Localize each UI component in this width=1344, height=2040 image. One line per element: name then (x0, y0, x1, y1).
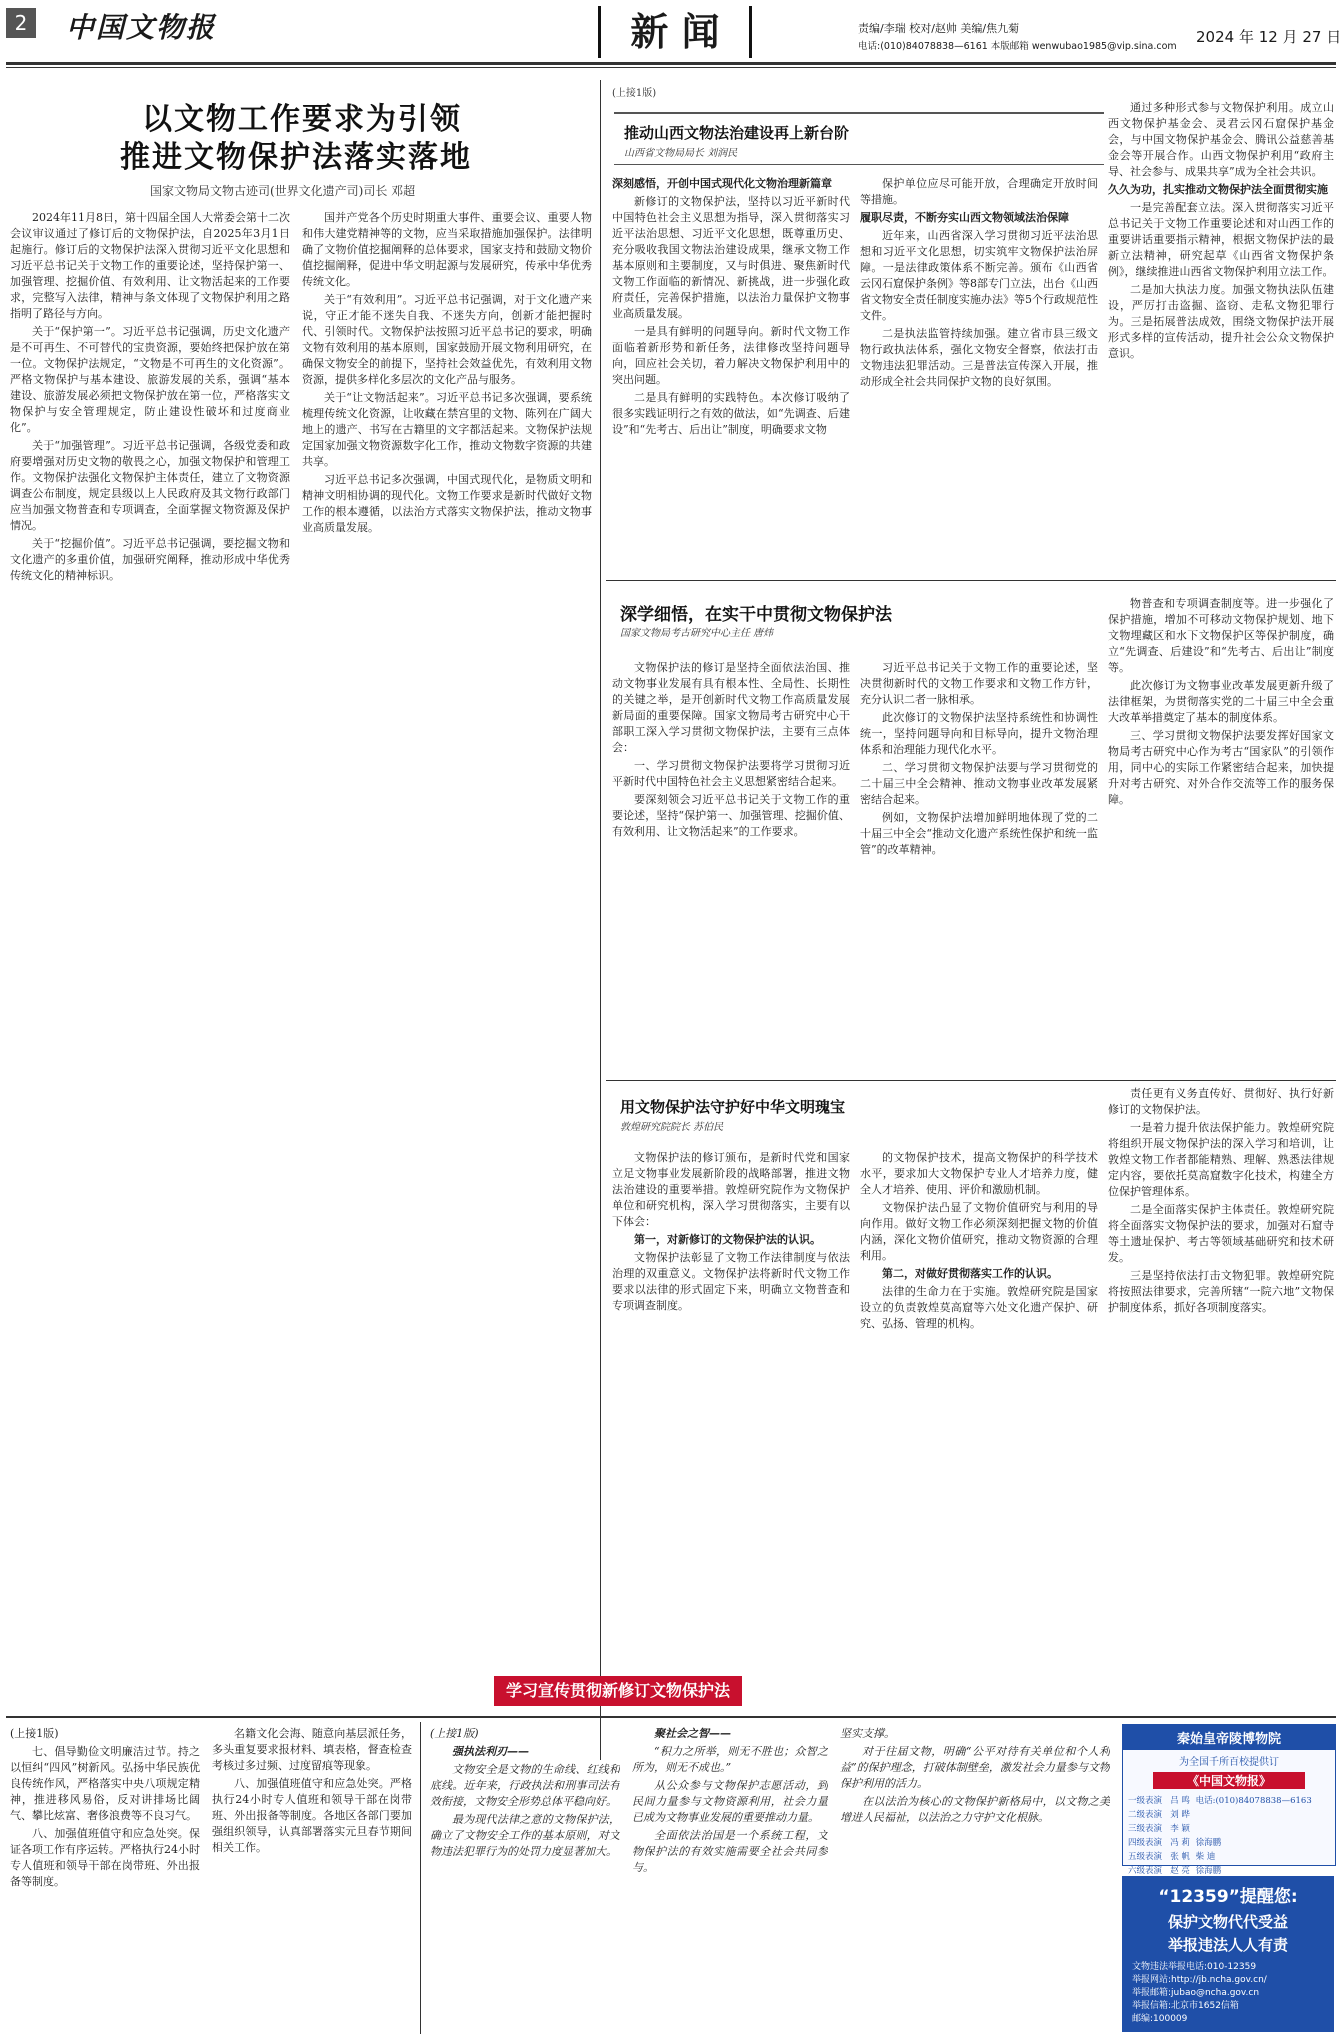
masthead-rule (6, 62, 1336, 65)
bottom-paragraph: 八、加强值班值守和应急处突。保证各项工作有序运转。严格执行24小时专人值班和领导干部在岗带班、外出报备等制度。 (10, 1827, 200, 1888)
table-cell: 李 颖 (1170, 1824, 1190, 1834)
study-col1 (612, 660, 850, 1070)
lead-paragraph: 关于“保护第一”。习近平总书记强调，历史文化遗产是不可再生、不可替代的宝贵资源，要始终把保护放在第一位。文物保护法规定，“文物是不可再生的文化资源”。严格文物保护与基本建设、旅游发展的关系，强调“基本建设、旅游发展必须把文物保护放在第一位，严格落实文物保护与安全管理规定，防止建设性破坏和过度商业化”。 (10, 325, 290, 434)
heritage-paragraph: 责任更有义务直传好、贯彻好、执行好新修订的文物保护法。 (1108, 1087, 1334, 1116)
shanxi-continued: (上接1版) (612, 88, 657, 99)
hotline-mailbox: 举报信箱:北京市1652信箱 (1132, 2001, 1239, 2011)
table-cell: 五级表演 (1128, 1852, 1163, 1862)
study-paragraph: 三、学习贯彻文物保护法要发挥好国家文物局考古研究中心作为考古“国家队”的引领作用，同中心的实际工作紧密结合起来，加快提升对考古研究、对外合作交流等工作的服务保障。 (1108, 729, 1334, 806)
banner-text: 学习宣传贯彻新修订文物保护法 (505, 1681, 730, 1700)
section-title-box (598, 6, 752, 58)
lead-paragraph: 关于“挖掘价值”。习近平总书记强调，要挖掘文物和文化遗产的多重价值，加强研究阐释，推动形成中华优秀传统文化的精神标识。 (10, 537, 290, 582)
study-paragraph: 二、学习贯彻文物保护法要与学习贯彻党的二十届三中全会精神、推动文物事业改革发展紧密结合起来。 (860, 761, 1098, 806)
table-cell: 柴 迪 (1195, 1852, 1216, 1862)
hotline-line2: 保护文物代代受益 (1167, 1913, 1288, 1931)
heritage-paragraph: 三是坚持依法打击文物犯罪。敦煌研究院将按照法律要求，完善所辖“一院六地”文物保护制度体系，抓好各项制度落实。 (1108, 1269, 1334, 1314)
heritage-paragraph: 一是着力提升依法保护能力。敦煌研究院将组织开展文物保护法的深入学习和培训，让敦煌文物工作者都能精熟、理解、熟悉法律规定内容，要依托莫高窟数字化技术，构建全方位保护管理体系。 (1108, 1121, 1334, 1198)
bottom-paragraph: 在以法治为核心的文物保护新格局中，以文物之美增进人民福祉，以法治之力守护文化根脉。 (840, 1795, 1110, 1824)
page-number-box (6, 8, 36, 38)
bottom-paragraph: (上接1版) (430, 1727, 479, 1740)
heritage-paragraph: 第一，对新修订的文物保护法的认识。 (634, 1233, 821, 1246)
shanxi-byline: 山西省文物局局长 刘润民 (624, 148, 738, 159)
bottom-paragraph: 七、倡导勤俭文明廉洁过节。持之以恒纠“四风”树新风。弘扬中华民族优良传统作风，严格落实中央八项规定精神，推进移风易俗，反对讲排场比阔气、攀比炫富、奢侈浪费等不良习气。 (10, 1745, 200, 1822)
bottom-rule (6, 1716, 1336, 1718)
study-paragraph: 此次修订为文物事业改革发展更新升级了法律框架，为贯彻落实党的二十届三中全会重大改革举措奠定了基本的制度体系。 (1108, 679, 1334, 724)
table-row (1127, 1793, 1333, 1807)
museum-ad-table (1127, 1793, 1333, 1877)
study-paragraph: 此次修订的文物保护法坚持系统性和协调性统一，坚持问题导向和目标导向，提升文物治理体系和治理能力现代化水平。 (860, 711, 1098, 756)
hotline-ad (1122, 1876, 1334, 2032)
lead-title-line2: 推进文物保护法落实落地 (120, 140, 472, 175)
bottom-paragraph: 从公众参与文物保护志愿活动，到民间力量参与文物资源利用，社会力量已成为文物事业发展的重要推动力量。 (632, 1779, 828, 1824)
table-row (1127, 1821, 1333, 1835)
bottom-paragraph: (上接1版) (10, 1727, 59, 1740)
shanxi-paragraph: 近年来，山西省深入学习贯彻习近平法治思想和习近平文化思想，切实筑牢文物保护法治屏障。一是法律政策体系不断完善。颁布《山西省云冈石窟保护条例》等8部专门立法，出台《山西省文物安全责任制度实施办法》等5个行政规范性文件。 (860, 229, 1098, 322)
heritage-paragraph: 的文物保护技术，提高文物保护的科学技术水平，要求加大文物保护专业人才培养力度，健全人才培养、使用、评价和激励机制。 (860, 1151, 1098, 1196)
table-cell: 一级表演 (1128, 1796, 1163, 1806)
study-col2 (860, 660, 1098, 1070)
museum-ad-paper: 《中国文物报》 (1153, 1772, 1305, 1789)
bottom-paragraph: 文物安全是文物的生命线、红线和底线。近年来，行政执法和刑事司法有效衔接，文物安全形势总体平稳向好。 (430, 1763, 620, 1808)
lead-col1 (10, 210, 290, 1710)
bottom-col5 (840, 1726, 1110, 2030)
table-cell (1195, 1821, 1333, 1835)
heritage-paragraph: 文物保护法的修订颁布，是新时代党和国家立足文物事业发展新阶段的战略部署，推进文物法治建设的重要举措。敦煌研究院作为文物保护单位和研究机构，深入学习贯彻落实，主要有以下体会： (612, 1151, 850, 1228)
lead-title-line1: 以文物工作要求为引领 (142, 102, 462, 137)
study-title: 深学细悟，在实干中贯彻文物保护法 (620, 605, 892, 625)
section-rule (606, 1080, 1336, 1081)
table-row (1127, 1863, 1333, 1877)
bottom-divider (420, 1722, 421, 2034)
study-paragraph: 要深刻领会习近平总书记关于文物工作的重要论述，坚持“保护第一、加强管理、挖掘价值、有效利用、让文物活起来”的工作要求。 (612, 793, 850, 838)
hotline-phone: 文物违法举报电话:010-12359 (1132, 1962, 1257, 1972)
section-title: 新 闻 (630, 9, 720, 54)
bottom-paragraph: 对于往届文物，明确“公平对待有关单位和个人利益”的保护理念，打破体制壁垒，激发社会力量参与文物保护利用的活力。 (840, 1745, 1110, 1790)
heritage-paragraph: 二是全面落实保护主体责任。敦煌研究院将全面落实文物保护法的要求，加强对石窟寺等土遗址保护、考古等领域基础研究和技术研发。 (1108, 1203, 1334, 1264)
table-cell: 三级表演 (1128, 1824, 1163, 1834)
table-row (1127, 1849, 1333, 1863)
table-cell: 四级表演 (1128, 1838, 1163, 1848)
lead-divider (600, 80, 601, 1760)
hotline-info (1132, 1961, 1334, 2026)
shanxi-paragraph: 保护单位应尽可能开放，合理确定开放时间等措施。 (860, 177, 1098, 206)
museum-ad-name: 秦始皇帝陵博物院 (1123, 1725, 1335, 1750)
shanxi-paragraph: 履职尽责，不断夯实山西文物领域法治保障 (860, 211, 1069, 224)
study-col3 (1108, 596, 1334, 1070)
bottom-paragraph: 坚实支撑。 (840, 1727, 895, 1740)
table-cell: 冯 莉 (1170, 1838, 1190, 1848)
table-cell (1195, 1807, 1333, 1821)
table-cell: 吕 鸣 (1170, 1796, 1190, 1806)
bottom-paragraph: 强执法利刃—— (452, 1745, 529, 1758)
bottom-paragraph: 八、加强值班值守和应急处突。严格执行24小时专人值班和领导干部在岗带班、外出报备等制度。各地区各部门要加强组织领导，认真部署落实元旦春节期间相关工作。 (212, 1777, 412, 1854)
shanxi-col2 (860, 176, 1098, 572)
hotline-website[interactable]: 举报网站:http://jb.ncha.gov.cn/ (1132, 1975, 1267, 1985)
lead-byline: 国家文物局文物古迹司(世界文化遗产司)司长 邓超 (150, 184, 416, 198)
hotline-line3: 举报违法人人有责 (1167, 1936, 1288, 1954)
lead-paragraph: 关于“让文物活起来”。习近平总书记多次强调，要系统梳理传统文化资源，让收藏在禁宫里的文物、陈列在广阔大地上的遗产、书写在古籍里的文字都活起来。文物保护法规定国家加强文物资源数字化工作，推动文物数字资源的共建共享。 (302, 391, 592, 468)
table-row (1127, 1807, 1333, 1821)
heritage-paragraph: 文物保护法彰显了文物工作法律制度与依法治理的双重意义。文物保护法将新时代文物工作要求以法律的形式固定下来，明确立文物普查和专项调查制度。 (612, 1251, 850, 1312)
heritage-col2 (860, 1150, 1098, 1610)
lead-paragraph: 国并产党各个历史时期重大事件、重要会议、重要人物和伟大建党精神等的文物，应当采取措施加强保护。法律明确了文物价值挖掘阐释的总体要求，国家支持和鼓励文物价值挖掘阐释，促进中华文明起源与发展研究，传承中华优秀传统文化。 (302, 211, 592, 288)
shanxi-paragraph: 新修订的文物保护法，坚持以习近平新时代中国特色社会主义思想为指导，深入贯彻落实习近平法治思想、习近平文化思想，既尊重历史、充分吸收我国文物法治建设成果，继承文物工作基本原则和主要制度，又与时俱进、聚焦新时代文物工作面临的新情况、新挑战，进一步强化政府责任，完善保护措施，以法治力量保护文物事业高质量发展。 (612, 195, 850, 320)
bottom-paragraph: 聚社会之智—— (654, 1727, 731, 1740)
hotline-postcode: 邮编:100009 (1132, 2014, 1188, 2024)
shanxi-paragraph: 一是完善配套立法。深入贯彻落实习近平总书记关于文物工作重要论述和对山西工作的重要讲话重要指示精神，根据文物保护法的最新立法精神，研究起草《山西省文物保护条例》，继续推进山西省文物保护利用立法工作。 (1108, 201, 1334, 278)
bottom-paragraph: 最为现代法律之意的文物保护法，确立了文物安全工作的基本原则，对文物违法犯罪行为的处罚力度显著加大。 (430, 1813, 620, 1858)
shanxi-paragraph: 深刻感悟，开创中国式现代化文物治理新篇章 (612, 177, 832, 190)
bottom-col3 (430, 1726, 620, 2030)
shanxi-paragraph: 二是加大执法力度。加强文物执法队伍建设，严厉打击盗掘、盗窃、走私文物犯罪行为。三是拓展普法成效，围绕文物保护法开展形式多样的宣传活动，提升社会公众文物保护意识。 (1108, 283, 1334, 360)
heritage-paragraph: 法律的生命力在于实施。敦煌研究院是国家设立的负责敦煌莫高窟等六处文化遗产保护、研究、弘扬、管理的机构。 (860, 1285, 1098, 1330)
heritage-paragraph: 文物保护法凸显了文物价值研究与利用的导向作用。做好文物工作必须深刻把握文物的价值内涵，深化文物价值研究，推动文物资源的合理利用。 (860, 1201, 1098, 1262)
hotline-headline: “12359”提醒您: (1158, 1887, 1298, 1907)
museum-ad (1122, 1724, 1336, 1876)
table-cell: 张 帆 (1170, 1852, 1190, 1862)
bottom-paragraph: 名籍文化会海、随意向基层派任务，多头重复要求报材料、填表格，督查检查考核过多过频、过度留痕等现象。 (212, 1727, 412, 1772)
phone-line: 电话:(010)84078838—6161 本版邮箱 wenwubao1985@vip.sina.com (858, 41, 1177, 52)
shanxi-paragraph: 二是执法监管持续加强。建立省市县三级文物行政执法体系，强化文物安全督察，依法打击文物违法犯罪活动。三是普法宣传深入开展，推动形成全社会共同保护文物的良好氛围。 (860, 327, 1098, 388)
table-cell: 电话:(010)84078838—6163 (1195, 1796, 1312, 1806)
shanxi-paragraph: 通过多种形式参与文物保护利用。成立山西文物保护基金会、灵君云冈石窟保护基金会，与中国文物保护基金会、腾讯公益慈善基金会等开展合作。山西文物保护利用“政府主导、社会参与、成果共享”成为全社会共识。 (1108, 101, 1334, 178)
table-cell: 六级表演 (1128, 1866, 1163, 1876)
shanxi-paragraph: 一是具有鲜明的问题导向。新时代文物工作面临着新形势和新任务，法律修改坚持问题导向，回应社会关切，着力解决文物保护利用中的突出问题。 (612, 325, 850, 386)
shanxi-paragraph: 二是具有鲜明的实践特色。本次修订吸纳了很多实践证明行之有效的做法，如“先调查、后建设”和“先考古、后出让”制度，明确要求文物 (612, 391, 850, 436)
table-cell: 二级表演 (1128, 1810, 1163, 1820)
bottom-col4 (632, 1726, 828, 2030)
bottom-paragraph: 全面依法治国是一个系统工程，文物保护法的有效实施需要全社会共同参与。 (632, 1829, 828, 1874)
lead-paragraph: 习近平总书记多次强调，中国式现代化，是物质文明和精神文明相协调的现代化。文物工作要求是新时代做好文物工作的根本遵循，以法治方式落实文物保护法，推动文物事业高质量发展。 (302, 473, 592, 534)
table-cell: 刘 晔 (1170, 1810, 1190, 1820)
section-rule (606, 580, 1336, 581)
shanxi-title-bar (614, 112, 1104, 114)
paper-name: 中国文物报 (66, 11, 217, 44)
heritage-byline: 敦煌研究院院长 苏伯民 (620, 1122, 724, 1133)
bottom-paragraph: “积力之所举，则无不胜也；众智之所为，则无不成也。” (632, 1745, 828, 1774)
heritage-title: 用文物保护法守护好中华文明瑰宝 (620, 1098, 846, 1116)
museum-ad-subtitle: 为全国千所百校提供订 (1179, 1757, 1279, 1768)
shanxi-col3 (1108, 100, 1334, 572)
study-paragraph: 一、学习贯彻文物保护法要将学习贯彻习近平新时代中国特色社会主义思想紧密结合起来。 (612, 759, 850, 788)
bottom-col1 (10, 1726, 200, 2030)
heritage-col1 (612, 1150, 850, 1610)
study-paragraph: 文物保护法的修订是坚持全面依法治国、推动文物事业发展有具有根本性、全局性、长期性的关键之举，是开创新时代文物工作高质量发展新局面的重要保障。国家文物局考古研究中心干部职工深入学习贯彻文物保护法，主要有三点体会： (612, 661, 850, 754)
study-paragraph: 习近平总书记关于文物工作的重要论述，坚决贯彻新时代的文物工作要求和文物工作方针，充分认识二者一脉相承。 (860, 661, 1098, 706)
hotline-email[interactable]: 举报邮箱:jubao@ncha.gov.cn (1132, 1988, 1260, 1998)
issue-date: 2024 年 12 月 27 日 (1196, 28, 1342, 46)
masthead-rule-thin (6, 67, 1336, 68)
study-campaign-banner (494, 1676, 742, 1706)
study-byline: 国家文物局考古研究中心主任 唐炜 (620, 628, 774, 639)
table-cell: 徐海鹏 (1195, 1838, 1222, 1848)
shanxi-col1 (612, 176, 850, 572)
study-paragraph: 物普查和专项调查制度等。进一步强化了保护措施，增加不可移动文物保护规划、地下文物埋藏区和水下文物保护区等保护制度，确立“先调查、后建设”和“先考古、后出让”制度等。 (1108, 597, 1334, 674)
lead-paragraph: 关于“加强管理”。习近平总书记强调，各级党委和政府要增强对历史文物的敬畏之心，加强文物保护和管理工作。文物保护法强化文物保护主体责任，建立了文物资源调查公布制度，规定县级以上人民政府及其文物行政部门应当加强文物普查和专项调查，全面掌握文物资源及保护情况。 (10, 439, 290, 532)
table-row (1127, 1835, 1333, 1849)
shanxi-paragraph: 久久为功，扎实推动文物保护法全面贯彻实施 (1108, 183, 1328, 196)
editors-line: 责编/李瑞 校对/赵帅 美编/焦九菊 (858, 22, 1020, 35)
table-cell: 徐海鹏 (1195, 1866, 1222, 1876)
page-number: 2 (14, 11, 28, 35)
shanxi-title: 推动山西文物法治建设再上新台阶 (624, 124, 850, 142)
lead-paragraph: 2024年11月8日，第十四届全国人大常委会第十二次会议审议通过了修订后的文物保护法，自2025年3月1日起施行。修订后的文物保护法深入贯彻习近平文化思想和习近平总书记关于文物工作的重要论述，坚持保护第一、加强管理、挖掘价值、有效利用、让文物活起来的工作要求，完整写入法律，精神与条文体现了文物保护利用之路指明了路径与方向。 (10, 211, 290, 320)
lead-col2 (302, 210, 592, 1710)
bottom-col2 (212, 1726, 412, 2030)
study-paragraph: 例如，文物保护法增加鲜明地体现了党的二十届三中全会“推动文化遗产系统性保护和统一监管”的改革精神。 (860, 811, 1098, 856)
heritage-paragraph: 第二，对做好贯彻落实工作的认识。 (882, 1267, 1058, 1280)
lead-paragraph: 关于“有效利用”。习近平总书记强调，对于文化遗产来说，守正才能不迷失自我、不迷失方向，创新才能把握时代、引领时代。文物保护法按照习近平总书记的要求，明确文物有效利用的基本原则，国家鼓励开展文物利用研究，在确保文物安全的前提下，坚持社会效益优先，有效利用文物资源，提供多样化多层次的文化产品与服务。 (302, 293, 592, 386)
heritage-col3 (1108, 1086, 1334, 1706)
shanxi-title-bar-bottom (614, 164, 1104, 165)
table-cell: 赵 亮 (1170, 1866, 1190, 1876)
